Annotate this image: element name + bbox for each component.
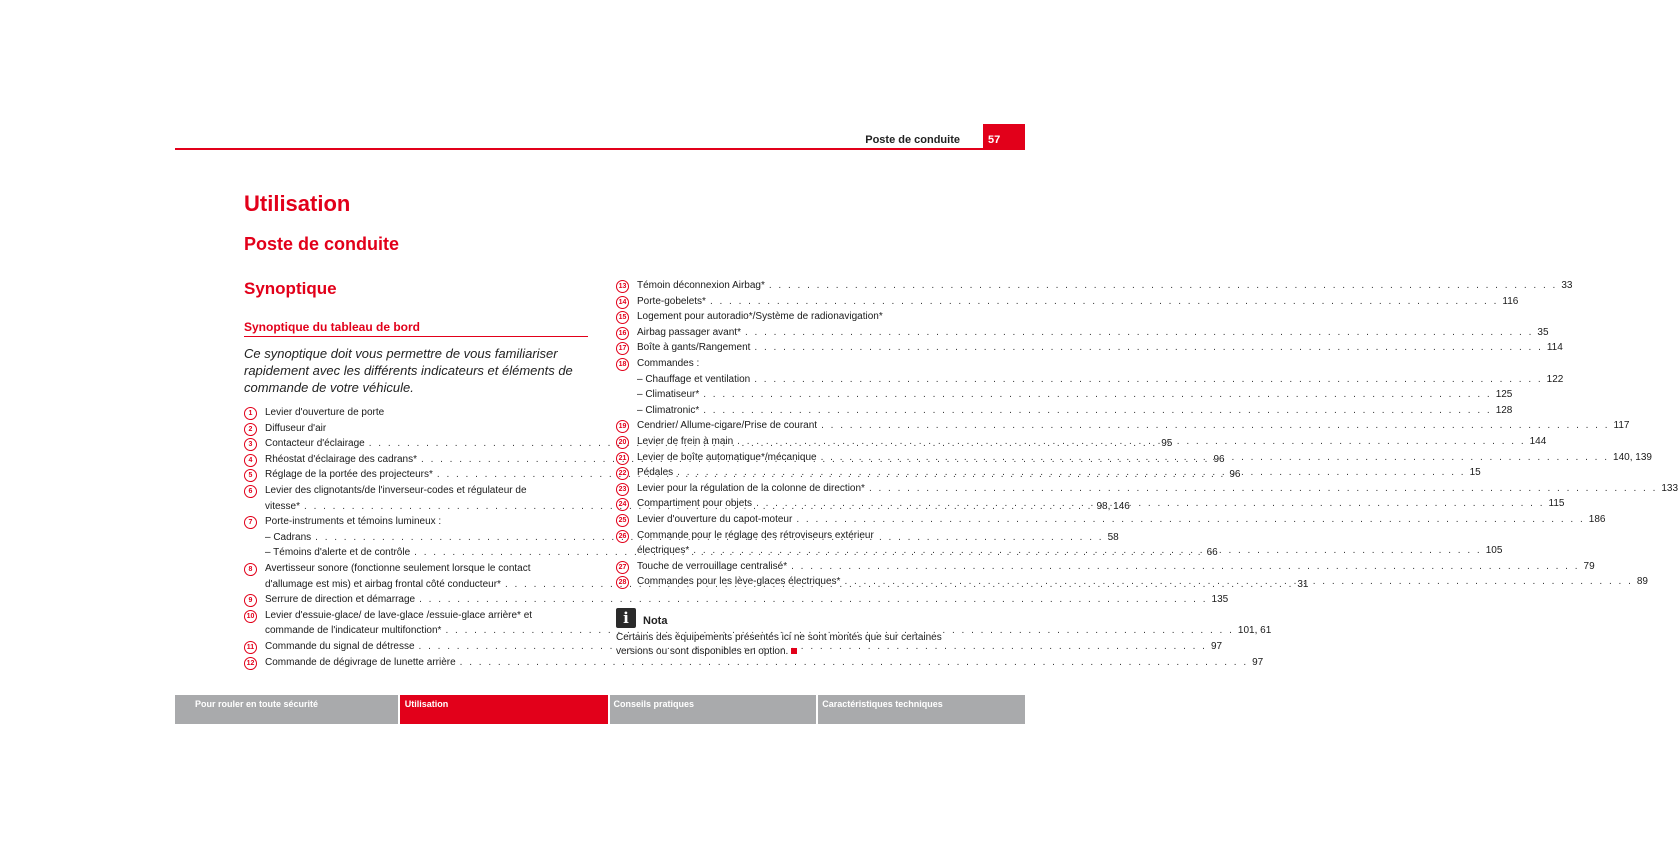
item-number-badge: 15: [616, 311, 629, 324]
page-reference: 116: [1502, 295, 1519, 307]
page-reference: 96: [1213, 453, 1225, 465]
leader-dots: [791, 559, 1579, 575]
item-line: [637, 403, 1513, 419]
nota-text: [616, 631, 960, 659]
item-text: Levier pour la régulation de la colonne de direction*: [637, 482, 865, 494]
leader-dots: [737, 434, 1525, 450]
page-reference: 105: [1485, 545, 1503, 557]
item-text: Commandes pour les lève-glaces électriques*: [637, 576, 841, 588]
item-text: – Cadrans: [265, 531, 312, 543]
item-text: Réglage de la portée des projecteurs*: [265, 469, 433, 481]
leader-dots: [821, 418, 1609, 434]
item-number-badge: 13: [616, 280, 629, 293]
legend-item: [244, 514, 588, 530]
item-number-badge: 26: [616, 530, 629, 543]
page-reference: 97: [1210, 640, 1223, 652]
page-reference: 186: [1588, 513, 1606, 525]
item-number-badge: 12: [244, 657, 257, 670]
topic-heading: Synoptique du tableau de bord: [244, 320, 421, 334]
item-line: [637, 356, 960, 372]
item-text: Témoin déconnexion Airbag*: [637, 280, 765, 291]
header-rule: [175, 148, 1025, 150]
item-text: Pédales: [637, 467, 674, 479]
item-line: [265, 514, 588, 530]
item-text: – Chauffage et ventilation: [637, 373, 751, 385]
item-line: [637, 512, 1606, 528]
item-number-badge: 7: [244, 516, 257, 529]
item-number-badge: 16: [616, 327, 629, 340]
page-reference: 98, 146: [1096, 500, 1130, 512]
end-marker: [791, 648, 797, 654]
item-line: [265, 592, 1229, 608]
item-line: [637, 278, 1573, 294]
page-reference: 15: [1469, 467, 1481, 479]
page-reference: 58: [1107, 531, 1119, 543]
legend-item: [616, 356, 960, 372]
item-line: [265, 561, 588, 577]
item-text: Levier de boîte automatique*/mécanique: [637, 451, 817, 463]
legend-item: [616, 387, 1513, 403]
item-line: [637, 559, 1595, 575]
item-line: [265, 483, 588, 499]
legend-item: [616, 340, 1563, 356]
item-text: d'allumage est mis) et airbag frontal côté conducteur*: [265, 578, 501, 590]
item-line: [637, 294, 1519, 310]
page-reference: 35: [1537, 326, 1549, 338]
item-text: – Témoins d'alerte et de contrôle: [265, 547, 411, 559]
page-reference: 128: [1495, 404, 1513, 416]
page-reference: 79: [1583, 560, 1595, 572]
item-number-badge: 3: [244, 438, 257, 451]
page-reference: 66: [1206, 547, 1218, 559]
page-reference: 117: [1613, 420, 1630, 432]
item-number-badge: 25: [616, 514, 629, 527]
item-number-badge: 22: [616, 467, 629, 480]
topic-rule: [244, 336, 588, 337]
legend-item: [616, 418, 1630, 434]
item-number-badge: 27: [616, 561, 629, 574]
page-reference: 133: [1661, 482, 1678, 494]
item-number-badge: 28: [616, 576, 629, 589]
page-reference: 95: [1161, 438, 1173, 450]
item-line: [637, 528, 960, 544]
item-line: [637, 418, 1630, 434]
intro-paragraph: Ce synoptique doit vous permettre de vous familiariser rapidement avec les différents indicateurs et éléments de commande de votre véhicule.: [244, 346, 573, 395]
leader-dots: [710, 294, 1498, 310]
item-text: Boîte à gants/Rangement: [637, 342, 751, 354]
leader-dots: [844, 574, 1632, 590]
page-reference: 115: [1548, 498, 1565, 510]
running-header-title: Poste de conduite: [865, 134, 960, 146]
item-number-badge: 23: [616, 483, 629, 496]
item-text: Commande du signal de détresse: [265, 640, 415, 652]
leader-dots: [703, 403, 1491, 419]
item-line: [637, 372, 1564, 388]
item-number-badge: 2: [244, 423, 257, 436]
item-number-badge: 14: [616, 296, 629, 309]
legend-item: [244, 421, 588, 437]
item-text: Logement pour autoradio*/Système de radionavigation*: [637, 311, 883, 323]
item-line: [265, 655, 1264, 671]
item-number-badge: 18: [616, 358, 629, 371]
item-number-badge: 4: [244, 454, 257, 467]
item-number-badge: 9: [244, 594, 257, 607]
item-text: Serrure de direction et démarrage: [265, 594, 416, 606]
legend-item: [616, 481, 1678, 497]
page-reference: 125: [1495, 389, 1513, 401]
item-text: Airbag passager avant*: [637, 326, 741, 338]
item-text: commande de l'indicateur multifonction*: [265, 625, 442, 637]
item-line: [637, 481, 1678, 497]
item-line: [637, 309, 960, 325]
footer-tabs: [175, 695, 1025, 724]
item-text: vitesse*: [265, 500, 301, 512]
item-number-badge: 11: [244, 641, 257, 654]
leader-dots: [869, 481, 1657, 497]
item-text: Diffuseur d'air: [265, 422, 327, 434]
leader-dots: [769, 278, 1557, 294]
page-reference: 33: [1561, 280, 1573, 291]
leader-dots: [419, 592, 1207, 608]
page-reference: 97: [1252, 656, 1264, 668]
item-number-badge: 19: [616, 420, 629, 433]
item-number-badge: 6: [244, 485, 257, 498]
legend-item: [616, 559, 1595, 575]
item-number-badge: 8: [244, 563, 257, 576]
item-line: [265, 421, 588, 437]
leader-dots: [754, 372, 1542, 388]
info-icon: i: [616, 608, 636, 628]
tab-conseils[interactable]: Conseils pratiques: [608, 695, 817, 724]
leader-dots: [693, 543, 1481, 559]
item-text: Touche de verrouillage centralisé*: [637, 560, 788, 572]
item-text: Commande pour le réglage des rétroviseurs extérieur: [637, 529, 874, 541]
item-line: [265, 608, 588, 624]
item-text: Rhéostat d'éclairage des cadrans*: [265, 453, 418, 465]
legend-item: [616, 512, 1606, 528]
page-reference: 96: [1229, 469, 1241, 481]
page-reference: 31: [1297, 578, 1309, 590]
legend-item: [616, 278, 1573, 294]
leader-dots: [677, 465, 1465, 481]
item-text: Cendrier/ Allume-cigare/Prise de courant: [637, 420, 818, 432]
leader-dots: [703, 387, 1491, 403]
tab-securite[interactable]: Pour rouler en toute sécurité: [175, 695, 398, 724]
page-reference: 122: [1546, 373, 1564, 385]
subsection-heading: Synoptique: [244, 279, 337, 298]
chapter-heading: Utilisation: [244, 191, 351, 216]
leader-dots: [796, 512, 1584, 528]
item-text: Commandes :: [637, 357, 700, 369]
legend-item: [244, 405, 588, 421]
item-number-badge: 24: [616, 498, 629, 511]
item-number-badge: 21: [616, 452, 629, 465]
page-reference: 144: [1529, 435, 1547, 447]
legend-item: [616, 403, 1513, 419]
leader-dots: [754, 340, 1542, 356]
page-reference: 89: [1636, 576, 1648, 588]
item-number-badge: 1: [244, 407, 257, 420]
item-line: [637, 340, 1563, 356]
item-number-badge: 17: [616, 342, 629, 355]
tab-utilisation[interactable]: Utilisation: [398, 695, 608, 724]
legend-item: [616, 325, 1549, 341]
leader-dots: [745, 325, 1533, 341]
item-text: – Climatiseur*: [637, 389, 700, 401]
item-text: Avertisseur sonore (fonctionne seulement lorsque le contact: [265, 562, 531, 574]
legend-item: [616, 309, 960, 325]
nota-body: Certains des équipements présentés ici ne sont montés que sur certaines versions ou sont disponibles en option.: [616, 632, 942, 657]
section-heading: Poste de conduite: [244, 234, 400, 254]
leader-dots: [756, 496, 1544, 512]
page-reference: 140, 139: [1613, 451, 1652, 463]
item-text: Levier de frein à main: [637, 435, 734, 447]
item-text: Porte-gobelets*: [637, 295, 706, 307]
leader-dots: [821, 450, 1609, 466]
page-reference: 135: [1211, 594, 1229, 606]
item-number-badge: 5: [244, 469, 257, 482]
item-line: [265, 405, 588, 421]
item-text: Levier d'ouverture du capot-moteur: [637, 513, 793, 525]
item-text: Levier d'ouverture de porte: [265, 407, 385, 418]
page-reference: 101, 61: [1237, 625, 1272, 637]
item-number-badge: 20: [616, 436, 629, 449]
item-text: Porte-instruments et témoins lumineux :: [265, 516, 442, 528]
item-text: Commande de dégivrage de lunette arrière: [265, 656, 456, 668]
legend-item: [244, 592, 1229, 608]
nota-title: Nota: [643, 615, 668, 627]
item-number-badge: 10: [244, 610, 257, 623]
item-text: Contacteur d'éclairage: [265, 438, 365, 450]
item-text: Compartiment pour objets: [637, 498, 753, 510]
tab-caracteristiques[interactable]: Caractéristiques techniques: [816, 695, 1025, 724]
item-text: électriques*: [637, 545, 690, 557]
item-line: [637, 325, 1549, 341]
item-text: Levier d'essuie-glace/ de lave-glace /essuie-glace arrière* et: [265, 609, 533, 621]
item-line: [265, 623, 1272, 639]
item-text: Levier des clignotants/de l'inverseur-codes et régulateur de: [265, 484, 527, 496]
legend-item: [616, 372, 1564, 388]
legend-item: [244, 655, 1264, 671]
page-reference: 114: [1546, 342, 1563, 354]
item-line: [637, 387, 1513, 403]
page-number: 57: [983, 124, 1025, 149]
item-text: – Climatronic*: [637, 404, 700, 416]
legend-item: [616, 294, 1519, 310]
